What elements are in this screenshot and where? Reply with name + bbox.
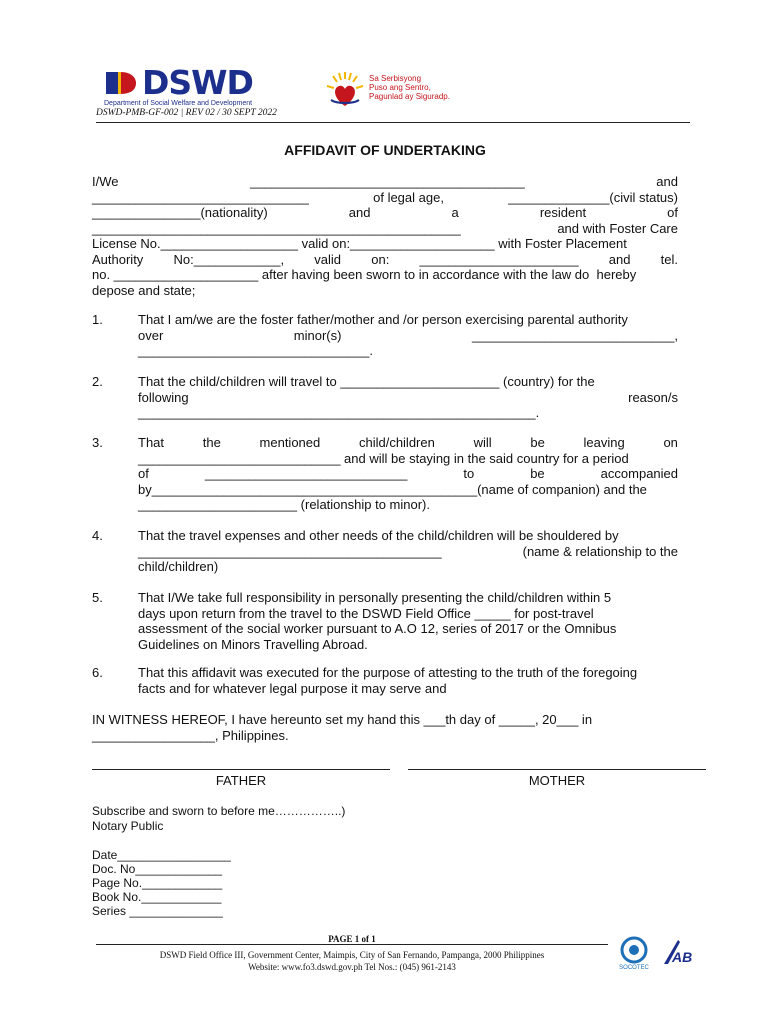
text-segment: and xyxy=(656,174,678,189)
item-number: 3. xyxy=(92,435,103,450)
text-line xyxy=(138,374,678,390)
mother-signature-line xyxy=(408,769,706,770)
text-line xyxy=(92,205,678,221)
footer-website: Website: www.fo3.dswd.gov.ph Tel Nos.: (045) 961-2143 xyxy=(248,962,456,972)
socotec-certification-icon xyxy=(614,933,654,973)
intro-paragraph xyxy=(92,174,678,298)
mother-label: MOTHER xyxy=(528,773,586,788)
text-segment: That the travel expenses and other needs of the child/children will be shouldered by xyxy=(138,528,619,543)
item-number: 2. xyxy=(92,374,103,389)
text-segment: facts and for whatever legal purpose it may serve and xyxy=(138,680,447,696)
slogan-text: Sa Serbisyong Puso ang Sentro, Pagunlad ay Siguradp. xyxy=(369,74,450,101)
notary-field: Date_________________ xyxy=(92,848,231,862)
text-segment: ____________________________ and will be staying in the said country for a period xyxy=(138,450,629,466)
text-segment: to xyxy=(463,466,475,481)
text-segment: That I am/we are the foster father/mother and /or person exercising parental authority xyxy=(138,312,628,327)
text-line xyxy=(138,497,678,513)
text-segment: and xyxy=(608,251,631,267)
dswd-logo-text: DSWD xyxy=(142,63,253,102)
text-line xyxy=(138,637,678,653)
text-segment: _______________________________________________________. xyxy=(138,405,540,420)
text-segment: and with Foster Care xyxy=(557,220,678,236)
item-number: 6. xyxy=(92,665,103,680)
text-segment: __________________________________________ xyxy=(138,543,442,559)
item-text xyxy=(138,590,678,652)
item-text xyxy=(138,435,678,513)
text-segment: be xyxy=(530,466,545,481)
text-line xyxy=(92,221,678,237)
slogan-logo xyxy=(325,70,450,112)
text-segment: mentioned xyxy=(259,435,321,450)
text-segment: ______________(civil status) xyxy=(508,189,678,205)
header-divider xyxy=(96,122,690,123)
notary-fields xyxy=(92,848,231,918)
text-line xyxy=(92,190,678,206)
text-segment: accompanied xyxy=(600,466,678,481)
ab-accreditation-icon xyxy=(660,934,694,974)
page-number: PAGE 1 of 1 xyxy=(328,934,376,944)
text-segment: on: xyxy=(371,251,390,267)
text-segment: _______________(nationality) xyxy=(92,205,268,220)
text-segment: of xyxy=(667,205,678,220)
text-line xyxy=(138,621,678,637)
dswd-emblem-icon xyxy=(104,68,138,98)
text-segment: no. ____________________ after having been sworn to in accordance with the law do hereby xyxy=(92,267,637,282)
item-text xyxy=(138,374,678,421)
text-segment: assessment of the social worker pursuant to A.O 12, series of 2017 or the Omnibus xyxy=(138,621,617,636)
ab-text: AB xyxy=(672,949,693,965)
item-number: 5. xyxy=(92,590,103,605)
item-text xyxy=(138,528,678,575)
text-segment: I/We xyxy=(92,174,119,189)
text-segment: will xyxy=(473,435,492,450)
father-label: FATHER xyxy=(215,773,267,788)
text-segment: That xyxy=(138,435,165,450)
text-segment: ______________________ xyxy=(419,251,579,267)
notary-field: Doc. No_____________ xyxy=(92,862,223,876)
notary-public: Notary Public xyxy=(92,819,164,833)
text-segment: ________________________________. xyxy=(138,343,373,358)
text-line xyxy=(138,528,678,544)
text-line xyxy=(92,174,678,190)
text-line xyxy=(92,236,678,252)
text-line xyxy=(138,328,678,344)
text-line xyxy=(138,405,678,421)
text-line xyxy=(138,390,678,406)
text-segment: of xyxy=(138,466,149,481)
text-line xyxy=(138,606,678,622)
text-segment: by_____________________________________________(name of companion) and the xyxy=(138,481,647,497)
text-segment: reason/s xyxy=(628,389,678,405)
text-line xyxy=(92,267,678,283)
text-segment: the xyxy=(202,435,221,450)
text-line xyxy=(138,451,678,467)
text-segment: be xyxy=(530,435,545,450)
text-line xyxy=(138,544,678,560)
item-number: 4. xyxy=(92,528,103,543)
footer-address: DSWD Field Office III, Government Center, Maimpis, City of San Fernando, Pampanga, 2000 Philippines xyxy=(159,950,545,960)
text-segment: on xyxy=(663,435,678,450)
text-segment: License No.___________________ valid on:____________________ with Foster Placement xyxy=(92,236,627,251)
father-signature-line xyxy=(92,769,390,770)
text-segment: _________________, Philippines. xyxy=(92,727,289,743)
notary-field: Page No.____________ xyxy=(92,876,223,890)
document-reference: DSWD-PMB-GF-002 | REV 02 / 30 SEPT 2022 xyxy=(96,108,277,118)
text-segment: resident xyxy=(539,205,587,220)
text-line xyxy=(138,681,678,697)
text-segment: ___________________________________________________ xyxy=(92,220,461,236)
text-segment: following xyxy=(138,389,189,405)
text-segment: and xyxy=(348,205,371,220)
text-line xyxy=(138,590,678,606)
text-segment: Guidelines on Minors Travelling Abroad. xyxy=(138,636,368,652)
text-segment: tel. xyxy=(660,251,678,267)
notary-field: Series ______________ xyxy=(92,904,223,918)
text-segment: valid xyxy=(314,251,342,267)
sun-heart-icon xyxy=(325,70,365,110)
text-segment: No:____________, xyxy=(173,251,285,267)
text-line xyxy=(92,728,678,744)
text-line xyxy=(138,466,678,482)
text-line xyxy=(138,559,678,575)
text-segment: ______________________________ xyxy=(92,189,309,205)
text-line xyxy=(92,252,678,268)
text-segment: child/children xyxy=(358,435,435,450)
text-segment: That I/We take full responsibility in personally presenting the child/children within 5 xyxy=(138,590,612,605)
text-segment: ______________________________________ xyxy=(250,174,525,189)
text-segment: minor(s) xyxy=(293,327,342,343)
text-line xyxy=(138,312,678,328)
item-text xyxy=(138,312,678,359)
notary-subscribe: Subscribe and sworn to before me……………..) xyxy=(92,804,346,818)
notary-field: Book No.____________ xyxy=(92,890,222,904)
text-line xyxy=(138,343,678,359)
text-segment: IN WITNESS HEREOF, I have hereunto set my hand this ___th day of _____, 20___ in xyxy=(92,712,593,727)
text-segment: ______________________ (relationship to minor). xyxy=(138,497,430,512)
text-line xyxy=(138,482,678,498)
text-segment: Authority xyxy=(92,251,144,267)
text-segment: (name & relationship to the xyxy=(522,543,678,559)
text-segment: That this affidavit was executed for the purpose of attesting to the truth of the foregoing xyxy=(138,665,638,680)
text-line xyxy=(92,712,678,728)
text-segment: days upon return from the travel to the DSWD Field Office _____ for post-travel xyxy=(138,605,594,621)
dswd-logo-subtitle: Department of Social Welfare and Development xyxy=(104,100,253,107)
text-segment: child/children) xyxy=(138,559,219,574)
text-segment: depose and state; xyxy=(92,282,196,298)
text-line xyxy=(92,283,678,299)
text-line xyxy=(138,435,678,451)
socotec-text: SOCOTEC xyxy=(619,965,649,971)
item-text xyxy=(138,665,678,696)
dswd-logo xyxy=(104,63,264,110)
text-segment: a xyxy=(451,205,459,220)
text-segment: leaving xyxy=(583,435,625,450)
page-title: AFFIDAVIT OF UNDERTAKING xyxy=(284,142,486,158)
footer-divider xyxy=(96,944,608,945)
item-number: 1. xyxy=(92,312,103,327)
text-segment: ____________________________, xyxy=(471,327,678,343)
text-segment: That the child/children will travel to ______________________ (country) for the xyxy=(138,374,595,389)
text-segment: of legal age, xyxy=(373,189,444,205)
text-segment: ____________________________ xyxy=(204,466,408,481)
text-segment: over xyxy=(138,327,164,343)
witness-paragraph xyxy=(92,712,678,743)
text-line xyxy=(138,665,678,681)
